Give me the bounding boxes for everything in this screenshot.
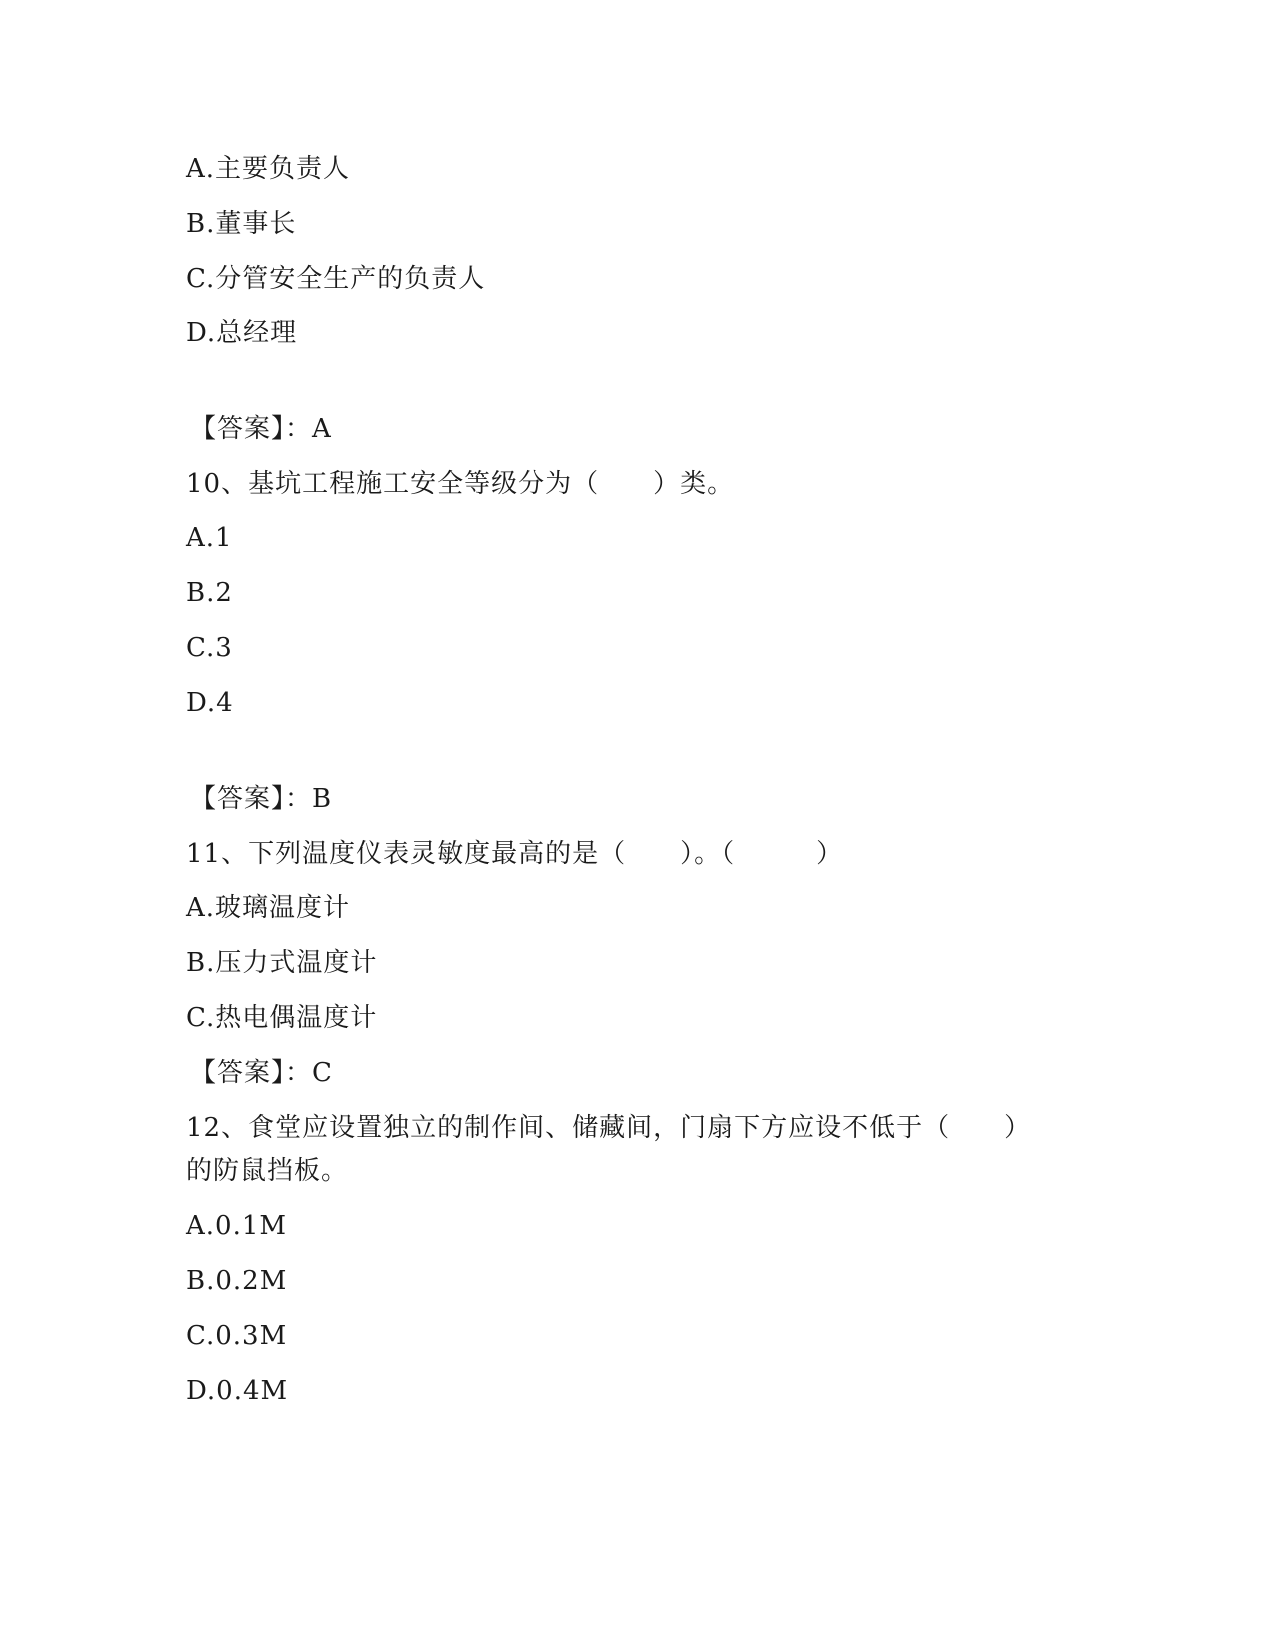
q9-option-b: B.董事长: [186, 209, 297, 239]
q9-option-a: A.主要负责人: [186, 154, 351, 184]
q11-question: 11、下列温度仪表灵敏度最高的是（ ）。（ ）: [186, 839, 844, 869]
q10-option-d: D.4: [186, 688, 234, 718]
q10-option-c: C.3: [186, 633, 233, 663]
q11-answer: 【答案】：C: [190, 1058, 333, 1088]
q12-option-c: C.0.3M: [186, 1321, 288, 1351]
q10-option-b: B.2: [186, 578, 233, 608]
q11-option-b: B.压力式温度计: [186, 948, 378, 978]
q9-option-d: D.总经理: [186, 318, 298, 348]
q9-option-c: C.分管安全生产的负责人: [186, 264, 486, 294]
q12-option-a: A.0.1M: [186, 1211, 288, 1241]
q10-answer: 【答案】：B: [190, 784, 333, 814]
q12-question-line2: 的防鼠挡板。: [186, 1156, 349, 1186]
q9-answer: 【答案】：A: [190, 414, 332, 444]
q11-option-a: A.玻璃温度计: [186, 893, 351, 923]
q12-option-b: B.0.2M: [186, 1266, 288, 1296]
q10-option-a: A.1: [186, 523, 233, 553]
q10-question: 10、基坑工程施工安全等级分为（ ）类。: [186, 469, 735, 499]
q11-option-c: C.热电偶温度计: [186, 1003, 378, 1033]
q12-option-d: D.0.4M: [186, 1376, 289, 1406]
q12-question-line1: 12、食堂应设置独立的制作间、储藏间，门扇下方应设不低于（ ）: [186, 1113, 1032, 1143]
